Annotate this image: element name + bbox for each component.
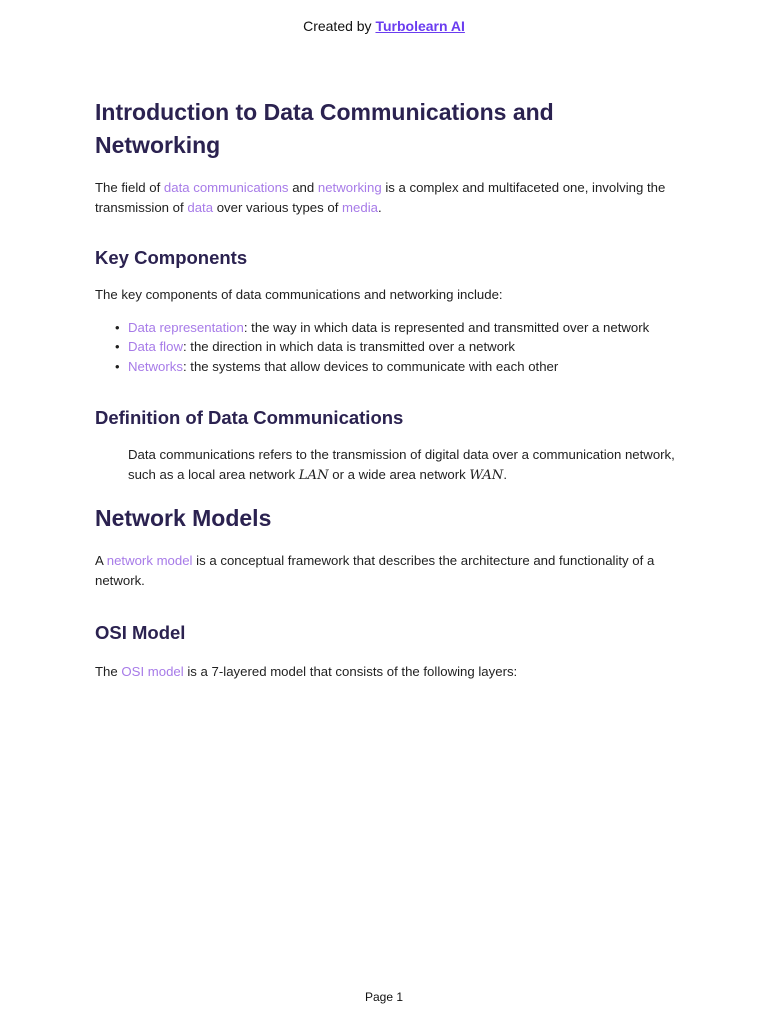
term-data-communications: data communications — [163, 180, 289, 195]
osi-paragraph — [95, 662, 675, 682]
term-network-model: network model — [106, 553, 193, 568]
intro-text-1: The field of — [95, 180, 164, 195]
list-item-desc: : the way in which data is represented and transmitted over a network — [243, 319, 650, 335]
key-components-lead: The key components of data communications and networking include: — [95, 287, 503, 302]
page-content — [95, 96, 675, 682]
credit-prefix: Created by — [303, 18, 376, 34]
definition-text-2: or a wide area network — [328, 466, 470, 482]
list-item-desc: : the direction in which data is transmitted over a network — [182, 339, 516, 354]
term-data-representation: Data representation — [128, 319, 244, 335]
intro-text-5: . — [377, 199, 382, 215]
intro-text-3: is a complex and multifaceted one, involving the transmission of — [95, 180, 666, 215]
osi-text-1: The — [95, 664, 122, 679]
term-data: data — [187, 199, 214, 215]
term-networking: networking — [317, 180, 382, 195]
term-osi-model: OSI model — [121, 664, 184, 679]
nm-text-2: is a conceptual framework that describes the architecture and functionality of a network. — [95, 553, 655, 588]
intro-text-2: and — [288, 180, 318, 195]
term-media: media — [342, 199, 378, 215]
intro-text-4: over various types of — [213, 199, 343, 215]
list-item-desc: : the systems that allow devices to communicate with each other — [182, 358, 559, 374]
list-item — [128, 357, 675, 377]
key-components-list — [95, 318, 675, 377]
definition-text-3: . — [503, 466, 508, 482]
osi-text-2: is a 7-layered model that consists of the following layers: — [183, 664, 518, 679]
list-item — [128, 318, 675, 338]
term-data-flow: Data flow — [128, 339, 183, 354]
osi-heading: OSI Model — [95, 622, 186, 643]
definition-text-1: Data communications refers to the transmission of digital data over a communication network, such as a local area network — [128, 447, 675, 482]
math-lan: LAN — [298, 467, 329, 483]
network-models-paragraph — [95, 551, 675, 590]
intro-paragraph — [95, 178, 675, 217]
turbolearn-link[interactable]: Turbolearn AI — [375, 18, 465, 34]
math-wan: WAN — [469, 467, 504, 483]
list-item — [128, 337, 675, 357]
key-components-heading: Key Components — [95, 247, 248, 268]
network-models-heading: Network Models — [95, 505, 272, 531]
definition-quote — [95, 445, 675, 485]
nm-text-1: A — [95, 553, 107, 568]
page-number: Page 1 — [364, 990, 404, 1004]
term-networks: Networks — [128, 358, 183, 374]
page-title: Introduction to Data Communications and Networking — [95, 99, 554, 158]
definition-heading: Definition of Data Communications — [95, 407, 404, 428]
credit-line — [0, 18, 768, 34]
